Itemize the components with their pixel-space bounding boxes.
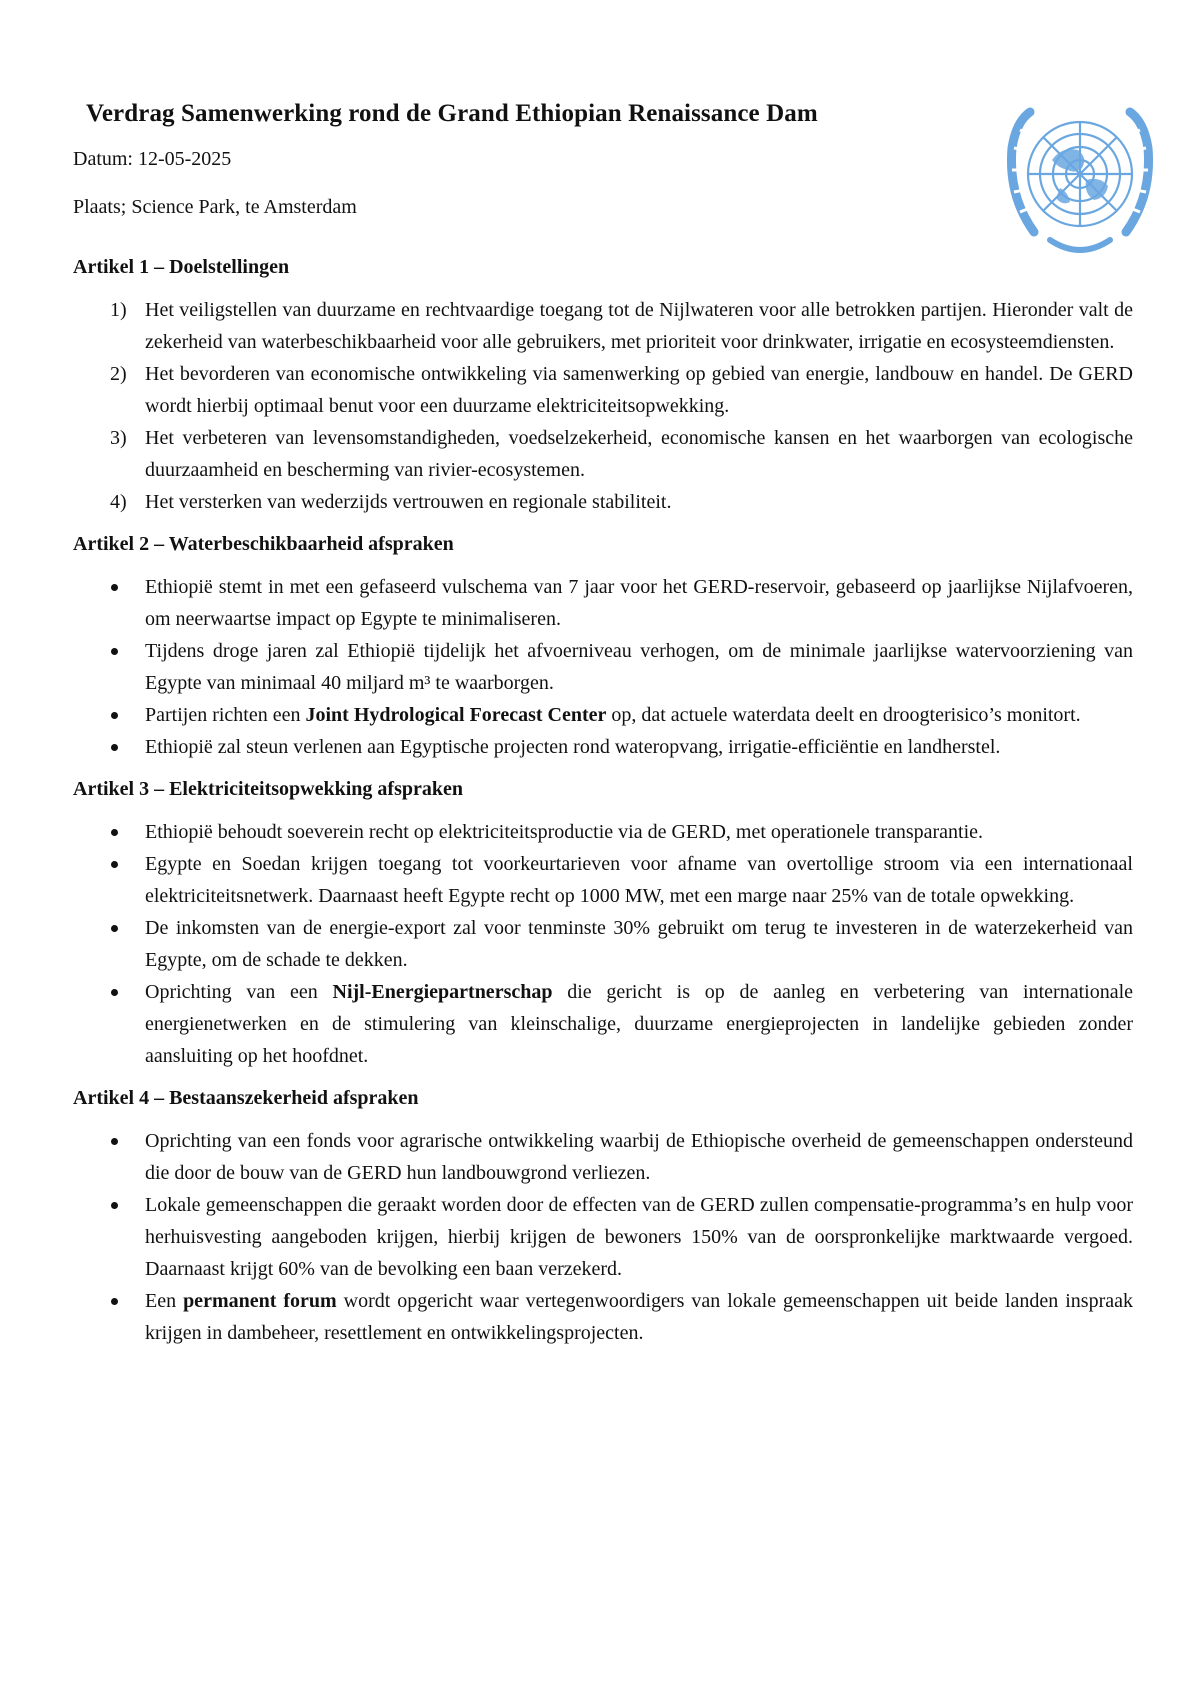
bullet-icon bbox=[111, 648, 118, 655]
document-body bbox=[73, 253, 1133, 1361]
list-item bbox=[73, 1285, 1133, 1349]
list-item bbox=[73, 1189, 1133, 1285]
list-item bbox=[73, 731, 1133, 763]
list-item bbox=[73, 571, 1133, 635]
bullet-icon bbox=[111, 1298, 118, 1305]
list-item bbox=[73, 816, 1133, 848]
document-date: Datum: 12-05-2025 bbox=[73, 148, 232, 170]
list-item-text: Ethiopië stemt in met een gefaseerd vulschema van 7 jaar voor het GERD-reservoir, gebaseerd op jaarlijkse Nijlafvoeren, om neerwaartse impact op Egypte te minimaliseren. bbox=[145, 576, 1133, 630]
list-number: 2) bbox=[110, 363, 127, 385]
list-item bbox=[73, 486, 1133, 518]
document-title: Verdrag Samenwerking rond de Grand Ethiopian Renaissance Dam bbox=[86, 100, 818, 127]
list-item bbox=[73, 912, 1133, 976]
bullet-icon bbox=[111, 584, 118, 591]
list-item-text: Oprichting van een fonds voor agrarische ontwikkeling waarbij de Ethiopische overheid de gemeenschappen ondersteund die door de bouw van de GERD hun landbouwgrond verliezen. bbox=[145, 1130, 1133, 1184]
list-item-text: Lokale gemeenschappen die geraakt worden door de effecten van de GERD zullen compensatie-programma’s en hulp voor herhuisvesting aangeboden krijgen, hierbij krijgen de bewoners 150% van de oorspronkelijke marktwaarde vergoed. Daarnaast krijgt 60% van de bevolking een baan verzekerd. bbox=[145, 1194, 1133, 1280]
article-3-list bbox=[73, 816, 1133, 1072]
list-item-text-bold: permanent forum bbox=[183, 1290, 337, 1312]
article-3-heading: Artikel 3 – Elektriciteitsopwekking afspraken bbox=[73, 778, 463, 800]
list-item-text: Tijdens droge jaren zal Ethiopië tijdelijk het afvoerniveau verhogen, om de minimale jaarlijkse watervoorziening van Egypte van minimaal 40 miljard m³ te waarborgen. bbox=[145, 640, 1133, 694]
list-item-text-bold: Nijl-Energiepartnerschap bbox=[332, 981, 553, 1003]
article-4-heading: Artikel 4 – Bestaanszekerheid afspraken bbox=[73, 1087, 419, 1109]
bullet-icon bbox=[111, 925, 118, 932]
bullet-icon bbox=[111, 861, 118, 868]
bullet-icon bbox=[111, 744, 118, 751]
list-item-text-pre: Partijen richten een bbox=[145, 704, 306, 726]
list-item-text: Het veiligstellen van duurzame en rechtvaardige toegang tot de Nijlwateren voor alle betrokken partijen. Hieronder valt de zekerheid van waterbeschikbaarheid voor alle gebruikers, met prioriteit voor drinkwater, irrigatie en ecosysteemdiensten. bbox=[145, 299, 1133, 353]
bullet-icon bbox=[111, 989, 118, 996]
list-item bbox=[73, 358, 1133, 422]
bullet-icon bbox=[111, 1202, 118, 1209]
list-item-text: Ethiopië zal steun verlenen aan Egyptische projecten rond wateropvang, irrigatie-efficiëntie en landherstel. bbox=[145, 736, 1001, 758]
list-item-text-post: wordt opgericht waar vertegenwoordigers van lokale gemeenschappen uit beide landen inspraak krijgen in dambeheer, resettlement en ontwikkelingsprojecten. bbox=[145, 1290, 1133, 1344]
list-number: 1) bbox=[110, 299, 127, 321]
list-item-text: Ethiopië behoudt soeverein recht op elektriciteitsproductie via de GERD, met operationele transparantie. bbox=[145, 821, 984, 843]
list-number: 4) bbox=[110, 491, 127, 513]
article-2-heading: Artikel 2 – Waterbeschikbaarheid afspraken bbox=[73, 533, 454, 555]
article-1-heading: Artikel 1 – Doelstellingen bbox=[73, 256, 290, 278]
list-item bbox=[73, 422, 1133, 486]
un-emblem-icon bbox=[990, 100, 1170, 270]
list-item-text-post: die gericht is op de aanleg en verbetering van internationale energienetwerken en de stimulering van kleinschalige, duurzame energieprojecten in landelijke gebieden zonder aansluiting op het hoofdnet. bbox=[145, 981, 1133, 1067]
list-item bbox=[73, 635, 1133, 699]
list-item-text: Egypte en Soedan krijgen toegang tot voorkeurtarieven voor afname van overtollige stroom via een internationaal elektriciteitsnetwerk. Daarnaast heeft Egypte recht op 1000 MW, met een marge naar 25% van de totale opwekking. bbox=[145, 853, 1133, 907]
bullet-icon bbox=[111, 712, 118, 719]
list-item-text: Het bevorderen van economische ontwikkeling via samenwerking op gebied van energie, landbouw en handel. De GERD wordt hierbij optimaal benut voor een duurzame elektriciteitsopwekking. bbox=[145, 363, 1133, 417]
list-item-text-bold: Joint Hydrological Forecast Center bbox=[305, 704, 607, 726]
list-item-text-post: op, dat actuele waterdata deelt en droogterisico’s monitort. bbox=[606, 704, 1081, 726]
bullet-icon bbox=[111, 829, 118, 836]
list-item-text: Het versterken van wederzijds vertrouwen en regionale stabiliteit. bbox=[145, 491, 672, 513]
list-item bbox=[73, 699, 1133, 731]
article-1-list bbox=[73, 294, 1133, 518]
list-item-text-pre: Een bbox=[145, 1290, 184, 1312]
list-item bbox=[73, 976, 1133, 1072]
document-location: Plaats; Science Park, te Amsterdam bbox=[73, 196, 357, 218]
list-item bbox=[73, 848, 1133, 912]
article-4-list bbox=[73, 1125, 1133, 1349]
list-item-text: Het verbeteren van levensomstandigheden, voedselzekerheid, economische kansen en het waarborgen van ecologische duurzaamheid en bescherming van rivier-ecosystemen. bbox=[145, 427, 1133, 481]
bullet-icon bbox=[111, 1138, 118, 1145]
list-number: 3) bbox=[110, 427, 127, 449]
list-item-text-pre: Oprichting van een bbox=[145, 981, 333, 1003]
list-item bbox=[73, 1125, 1133, 1189]
article-2-list bbox=[73, 571, 1133, 763]
list-item bbox=[73, 294, 1133, 358]
list-item-text: De inkomsten van de energie-export zal voor tenminste 30% gebruikt om terug te investeren in de waterzekerheid van Egypte, om de schade te dekken. bbox=[145, 917, 1133, 971]
